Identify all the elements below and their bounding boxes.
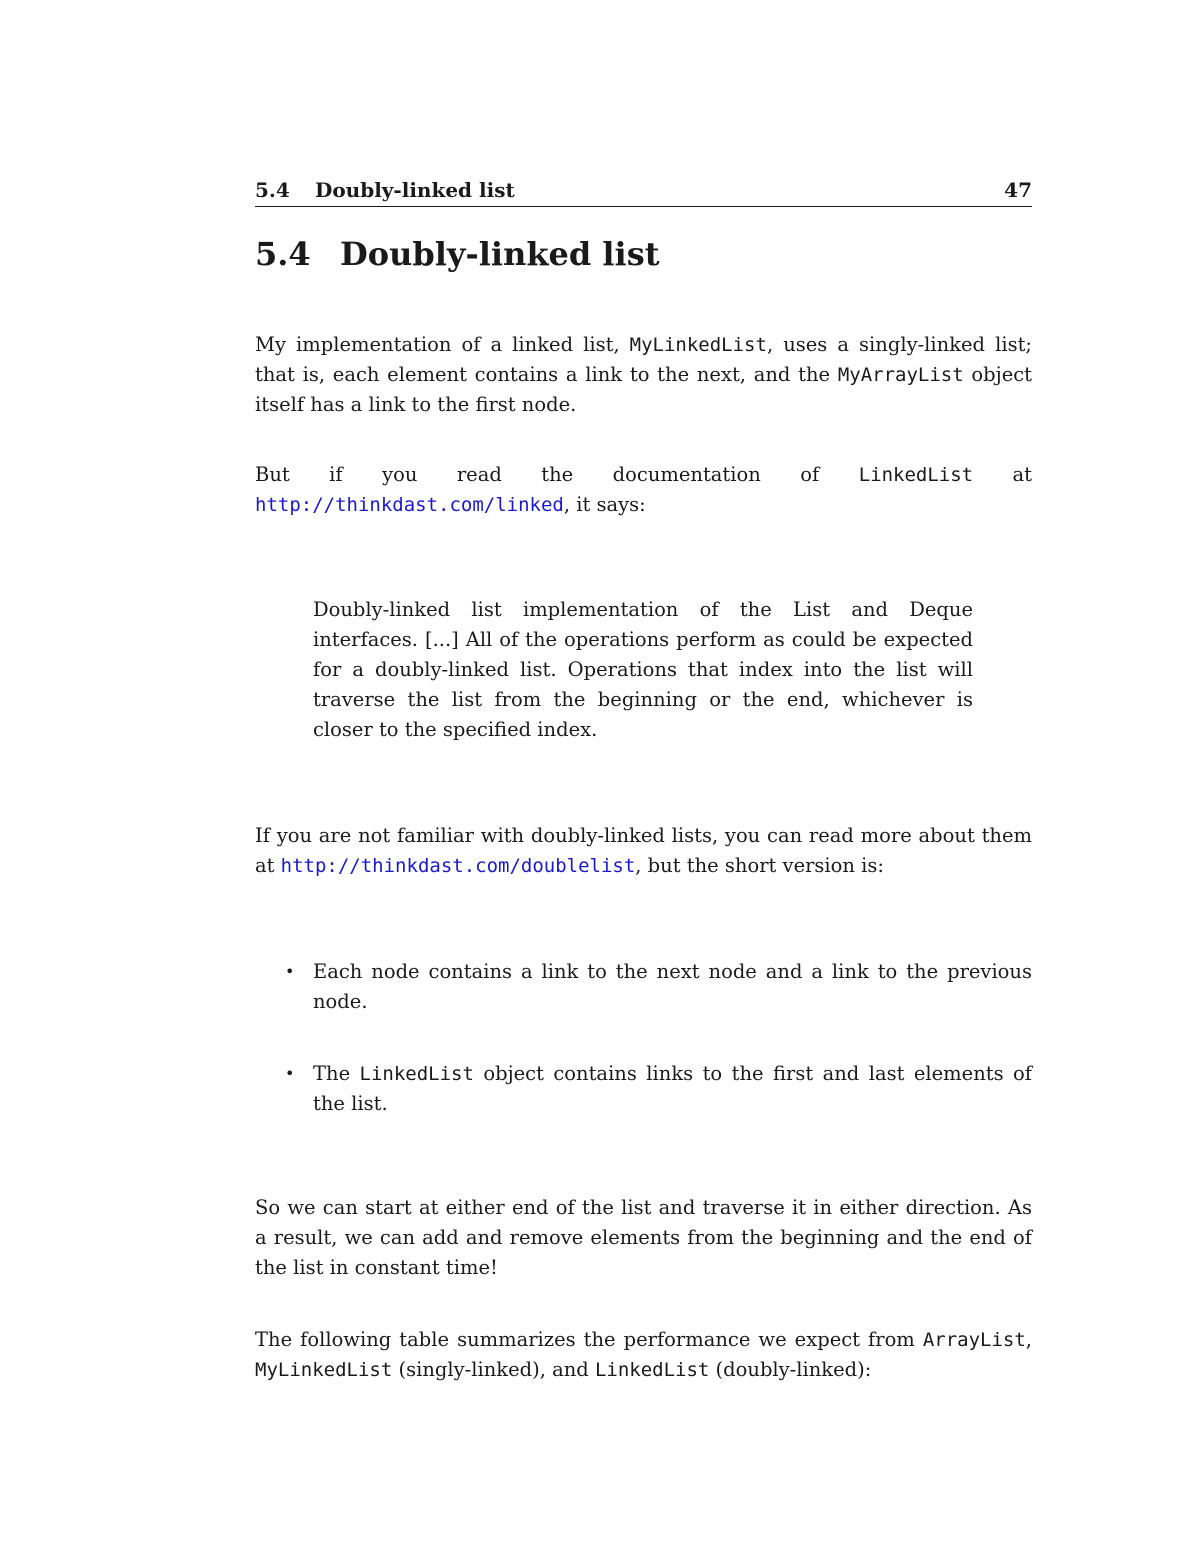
bullet-list xyxy=(255,957,1032,1161)
section-heading xyxy=(255,235,660,273)
bullet-item-2-text-2: object contains links to the first and last elements of the list. xyxy=(313,1062,1032,1115)
paragraph-doublelist-reference xyxy=(255,821,1032,881)
para4-text: So we can start at either end of the list and traverse it in either direction. As a result, we can add and remove elements from the beginning and the end of the list in constant time! xyxy=(255,1196,1032,1279)
code-myarraylist: MyArrayList xyxy=(837,364,964,386)
running-head-section-title: Doubly-linked list xyxy=(315,178,515,202)
para5-text-1: The following table summarizes the performance we expect from xyxy=(255,1328,923,1351)
paragraph-traverse xyxy=(255,1193,1032,1283)
para2-text-2: at xyxy=(973,463,1032,486)
para1-text-2: , uses a singly-linked list; that is, each element contains a link to the next, and the xyxy=(255,333,1032,386)
running-head-section-number: 5.4 xyxy=(255,178,290,202)
para5-text-4: (doubly-linked): xyxy=(709,1358,872,1381)
list-item xyxy=(255,1059,1032,1119)
bullet-icon: • xyxy=(285,1064,295,1083)
code-arraylist: ArrayList xyxy=(922,1329,1026,1351)
para2-text-1: But if you read the documentation of xyxy=(255,463,859,486)
bullet-item-1-text: Each node contains a link to the next node and a link to the previous node. xyxy=(313,960,1032,1013)
list-item xyxy=(255,957,1032,1017)
para3-text-2: , but the short version is: xyxy=(635,854,884,877)
code-linkedlist: LinkedList xyxy=(858,464,974,486)
section-heading-title: Doubly-linked list xyxy=(340,235,660,273)
documentation-quote xyxy=(313,595,973,745)
bullet-icon: • xyxy=(285,962,295,981)
code-linkedlist: LinkedList xyxy=(359,1063,474,1085)
link-thinkdast-doublelist[interactable]: http://thinkdast.com/doublelist xyxy=(280,855,636,877)
para3-text-1: If you are not familiar with doubly-linked lists, you can read more about them at xyxy=(255,824,1032,877)
para5-text-3: (singly-linked), and xyxy=(392,1358,595,1381)
para1-text-1: My implementation of a linked list, xyxy=(255,333,630,356)
bullet-item-2-text-1: The xyxy=(313,1062,360,1085)
code-linkedlist: LinkedList xyxy=(594,1359,710,1381)
link-thinkdast-linked[interactable]: http://thinkdast.com/linked xyxy=(255,494,564,516)
running-head xyxy=(255,176,1032,207)
quote-text: Doubly-linked list implementation of the List and Deque interfaces. [...] All of the operations perform as could be expected for a doubly-linked list. Operations that index into the list will traverse the list from the beginning or the end, whichever is closer to the specified index. xyxy=(313,598,973,741)
code-mylinkedlist: MyLinkedList xyxy=(255,1359,393,1381)
para5-text-2: , xyxy=(1025,1328,1032,1351)
page-number: 47 xyxy=(1004,178,1032,202)
section-heading-number: 5.4 xyxy=(255,235,311,273)
para2-text-3: , it says: xyxy=(563,493,646,516)
para1-text-3: object itself has a link to the first node. xyxy=(255,363,1032,416)
paragraph-table-intro xyxy=(255,1325,1032,1385)
paragraph-documentation xyxy=(255,460,1032,520)
code-mylinkedlist: MyLinkedList xyxy=(629,334,767,356)
paragraph-intro xyxy=(255,330,1032,420)
